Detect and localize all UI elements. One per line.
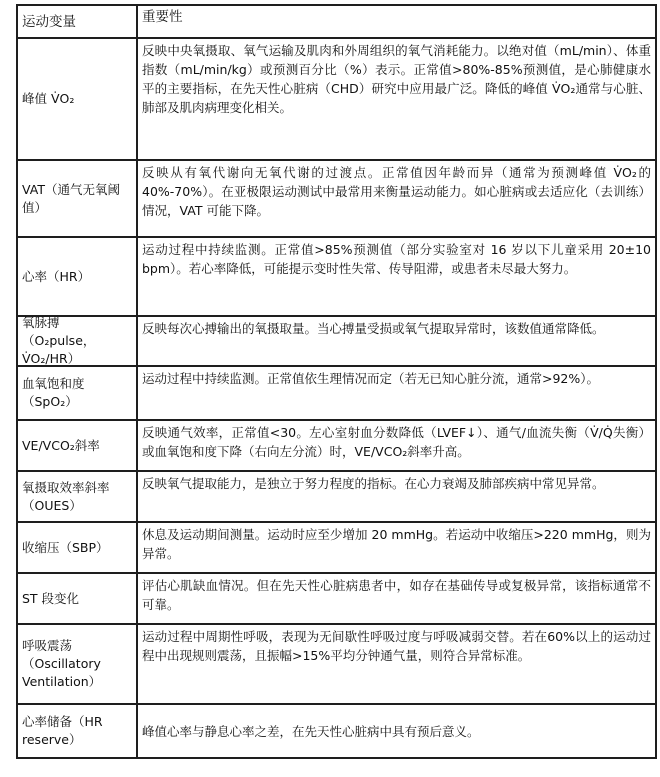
importance-cell: 反映氧气提取能力，是独立于努力程度的指标。在心力衰竭及肺部疾病中常见异常。 [142,476,605,491]
table-row [18,39,655,161]
table-row [18,238,655,317]
variable-cell: 血氧饱和度（SpO₂） [18,367,138,419]
table-row [18,574,655,625]
table-row [18,161,655,238]
importance-cell: 反映中央氧摄取、氧气运输及肌肉和外周组织的氧气消耗能力。以绝对值（mL/min）、体重指数（mL/min/kg）或预测百分比（%）表示。正常值>80%-85%预测值，是心肺健康水平的主要指标，在先天性心脏病（CHD）研究中应用最广泛。降低的峰值 V̇O₂通常与心脏、肺部及肌肉病理变化相关。 [142,43,651,115]
variable-cell: ST 段变化 [18,574,138,623]
variable-cell: VAT（通气无氧阈值） [18,161,138,236]
table-row [18,421,655,472]
variable-cell: 呼吸震荡（Oscillatory Ventilation） [18,625,138,703]
variable-cell: 峰值 V̇O₂ [18,39,138,159]
header-importance: 重要性 [142,9,183,25]
importance-cell: 运动过程中持续监测。正常值依生理情况而定（若无已知心脏分流，通常>92%）。 [142,371,600,386]
table-row [18,367,655,421]
table-row [18,625,655,705]
variable-cell: 心率（HR） [18,238,138,315]
header-variable: 运动变量 [18,6,138,37]
importance-cell: 反映通气效率，正常值<30。左心室射血分数降低（LVEF↓）、通气/血流失衡（V̇/Q̇失衡）或血氧饱和度下降（右向左分流）时，VE/VCO₂斜率升高。 [142,425,651,459]
table-row [18,472,655,523]
table-row [18,523,655,574]
variable-cell: 心率储备（HR reserve） [18,705,138,757]
variable-cell: 氧摄取效率斜率（OUES） [18,472,138,521]
variable-cell: 氧脉搏（O₂pulse，V̇O₂/HR） [18,317,138,365]
variable-cell: VE/VCO₂斜率 [18,421,138,470]
importance-cell: 反映从有氧代谢向无氧代谢的过渡点。正常值因年龄而异（通常为预测峰值 V̇O₂的 40%-70%）。在亚极限运动测试中最常用来衡量运动能力。如心脏病或去适应化（去训练）情况，VAT 可能下降。 [142,165,651,218]
importance-cell: 评估心肌缺血情况。但在先天性心脏病患者中，如存在基础传导或复极异常，该指标通常不可靠。 [142,578,651,612]
table-row [18,705,655,757]
table-header-row [18,6,655,39]
importance-cell: 反映每次心搏输出的氧摄取量。当心搏量受损或氧气提取异常时，该数值通常降低。 [142,321,605,336]
table-row [18,317,655,367]
importance-cell: 休息及运动期间测量。运动时应至少增加 20 mmHg。若运动中收缩压>220 mmHg，则为异常。 [142,527,651,561]
variable-cell: 收缩压（SBP） [18,523,138,572]
cpet-variables-table [16,4,657,759]
importance-cell: 峰值心率与静息心率之差，在先天性心脏病中具有预后意义。 [142,723,480,739]
importance-cell: 运动过程中周期性呼吸，表现为无间歇性呼吸过度与呼吸减弱交替。若在60%以上的运动过程中出现规则震荡，且振幅>15%平均分钟通气量，则符合异常标准。 [142,629,651,663]
importance-cell: 运动过程中持续监测。正常值>85%预测值（部分实验室对 16 岁以下儿童采用 20±10 bpm）。若心率降低，可能提示变时性失常、传导阻滞，或患者未尽最大努力。 [142,242,651,276]
